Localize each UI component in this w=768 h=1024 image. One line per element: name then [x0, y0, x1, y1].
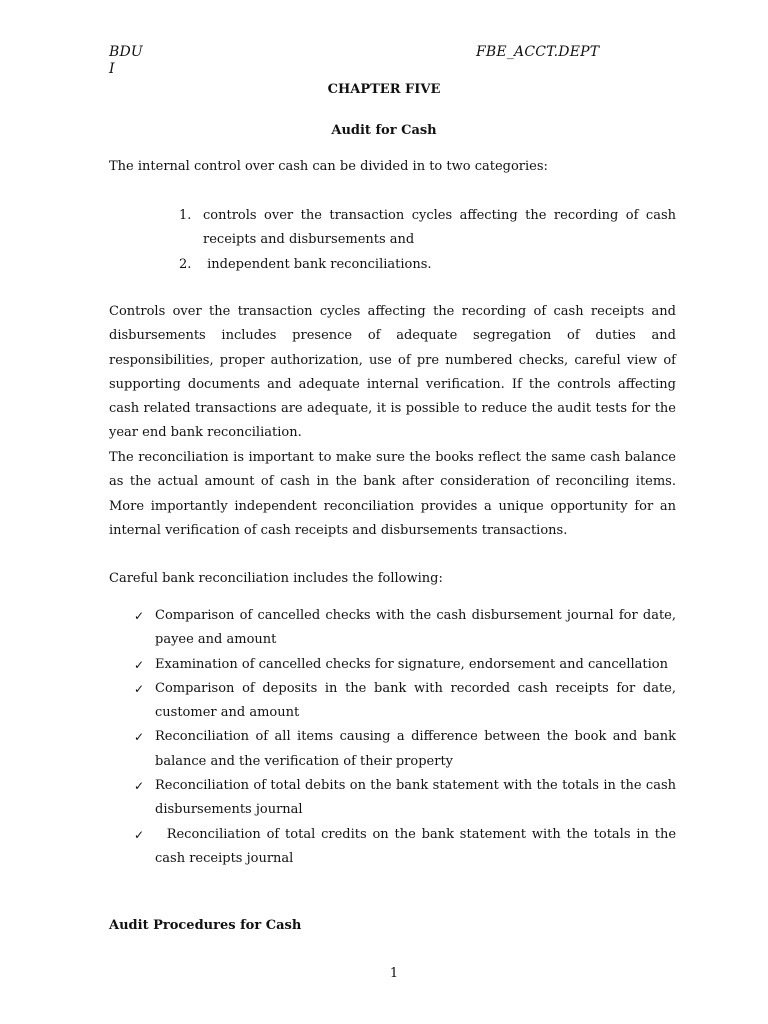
- section-heading-audit-procedures: Audit Procedures for Cash: [109, 918, 302, 933]
- check-mark-icon: ✓: [134, 681, 145, 696]
- checklist-item: [134, 604, 676, 653]
- intro-text: The internal control over cash can be divided in to two categories:: [109, 159, 548, 174]
- checklist-item-text: Reconciliation of total debits on the bank statement with the totals in the cash disbursements journal: [155, 778, 676, 818]
- check-mark-icon: ✓: [134, 779, 145, 794]
- category-text: controls over the transaction cycles affecting the recording of cash receipts and disbursements and: [203, 208, 676, 248]
- checklist-item: [134, 677, 676, 726]
- checklist-item: [134, 774, 676, 823]
- header-left-line1: BDU: [109, 44, 143, 60]
- careful-reconciliation-intro: Careful bank reconciliation includes the following:: [109, 571, 443, 586]
- paragraph-controls: Controls over the transaction cycles affecting the recording of cash receipts and disbursements includes presence of adequate segregation of duties and responsibilities, proper authorization, use of pre numbered checks, careful view of supporting documents and adequate internal verification. If the controls affecting cash related transactions are adequate, it is possible to reduce the audit tests for the year end bank reconciliation.: [109, 304, 676, 441]
- category-number: 1.: [179, 208, 192, 223]
- checklist-item-text: Reconciliation of all items causing a difference between the book and bank balance and the verification of their property: [155, 729, 676, 769]
- page-number: 1: [389, 966, 399, 981]
- category-item: [179, 204, 676, 253]
- paragraph-reconciliation: The reconciliation is important to make sure the books reflect the same cash balance as the actual amount of cash in the bank after consideration of reconciling items. More importantly independent reconciliation provides a unique opportunity for an internal verification of cash receipts and disbursements transactions.: [109, 450, 676, 538]
- checklist-item: [134, 725, 676, 774]
- reconciliation-checklist: [134, 604, 681, 871]
- categories-list: [179, 204, 676, 277]
- category-item: [179, 253, 676, 277]
- header-left: [109, 44, 143, 78]
- check-mark-icon: ✓: [134, 730, 145, 745]
- checklist-item-text: Examination of cancelled checks for signature, endorsement and cancellation: [155, 656, 668, 672]
- chapter-title: CHAPTER FIVE: [327, 82, 441, 97]
- checklist-item-text: Reconciliation of total credits on the bank statement with the totals in the cash receipts journal: [155, 826, 681, 866]
- category-number: 2.: [179, 256, 192, 272]
- checklist-item-text: Comparison of cancelled checks with the cash disbursement journal for date, payee and amount: [155, 608, 676, 648]
- header-right: FBE_ACCT.DEPT: [476, 44, 600, 60]
- header-left-line2: I: [109, 61, 115, 77]
- checklist-item-text: Comparison of deposits in the bank with recorded cash receipts for date, customer and amount: [155, 680, 676, 721]
- check-mark-icon: ✓: [134, 657, 145, 672]
- check-mark-icon: ✓: [134, 827, 145, 842]
- check-mark-icon: ✓: [134, 609, 145, 623]
- category-text: independent bank reconciliations.: [203, 256, 432, 272]
- checklist-item: [134, 653, 676, 677]
- checklist-item: [134, 823, 681, 872]
- section-subtitle: Audit for Cash: [331, 123, 437, 138]
